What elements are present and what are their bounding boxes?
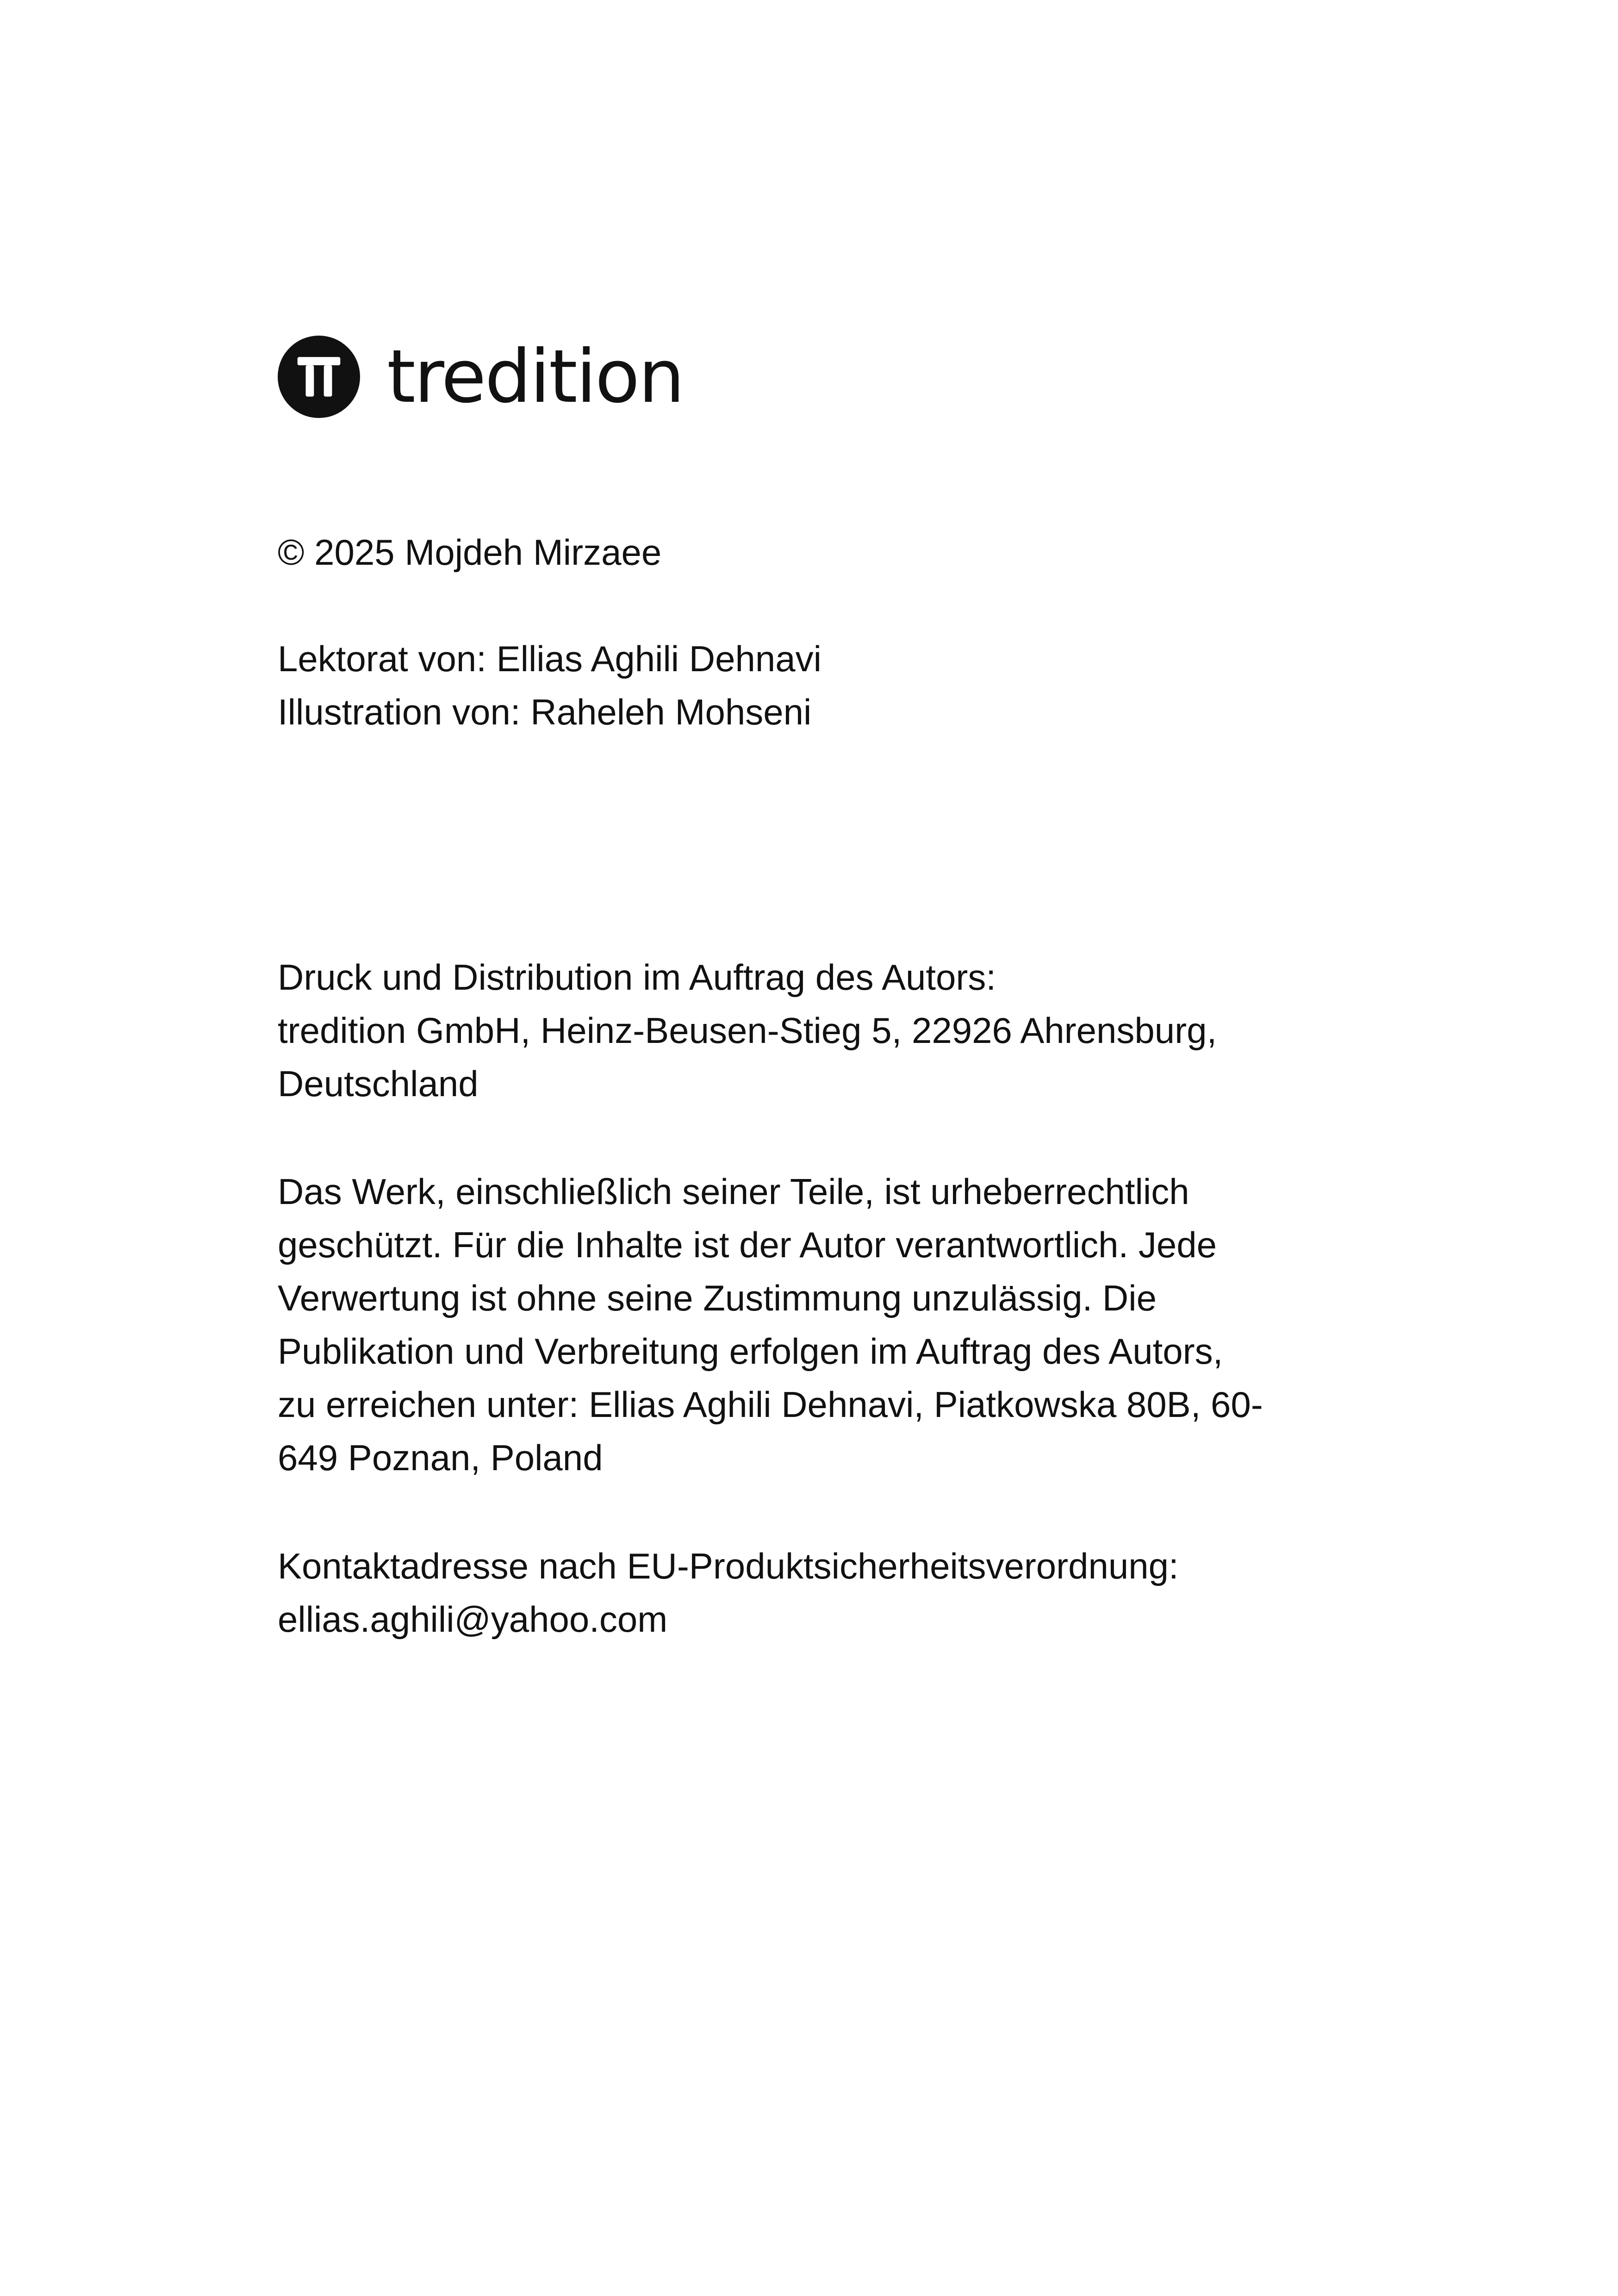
copyright-line: © 2025 Mojdeh Mirzaee — [278, 532, 662, 573]
rights-line: Verwertung ist ohne seine Zustimmung unzulässig. Die — [278, 1278, 1157, 1318]
illustrator-credit: Illustration von: Raheleh Mohseni — [278, 692, 812, 732]
copyright-notice — [278, 526, 661, 579]
tredition-logo-icon — [278, 336, 360, 418]
rights-line: Publikation und Verbreitung erfolgen im Auftrag des Autors, — [278, 1331, 1223, 1372]
printing-info — [278, 951, 1217, 1111]
rights-notice — [278, 1165, 1263, 1485]
editor-credit: Lektorat von: Ellias Aghili Dehnavi — [278, 638, 821, 679]
rights-line: zu erreichen unter: Ellias Aghili Dehnavi, Piatkowska 80B, 60- — [278, 1384, 1263, 1425]
printing-line: tredition GmbH, Heinz-Beusen-Stieg 5, 22926 Ahrensburg, — [278, 1010, 1217, 1051]
logo-wordmark: tredition — [387, 334, 684, 419]
rights-line: Das Werk, einschließlich seiner Teile, ist urheberrechtlich — [278, 1171, 1189, 1212]
rights-line: 649 Poznan, Poland — [278, 1437, 603, 1478]
printing-line: Deutschland — [278, 1063, 479, 1104]
credits-block — [278, 632, 821, 739]
publisher-logo — [278, 336, 684, 418]
contact-email: ellias.aghili@yahoo.com — [278, 1599, 668, 1640]
contact-label: Kontaktadresse nach EU-Produktsicherheitsverordnung: — [278, 1546, 1179, 1586]
contact-info — [278, 1540, 1179, 1646]
printing-line: Druck und Distribution im Auftrag des Autors: — [278, 957, 996, 998]
rights-line: geschützt. Für die Inhalte ist der Autor verantwortlich. Jede — [278, 1224, 1217, 1265]
